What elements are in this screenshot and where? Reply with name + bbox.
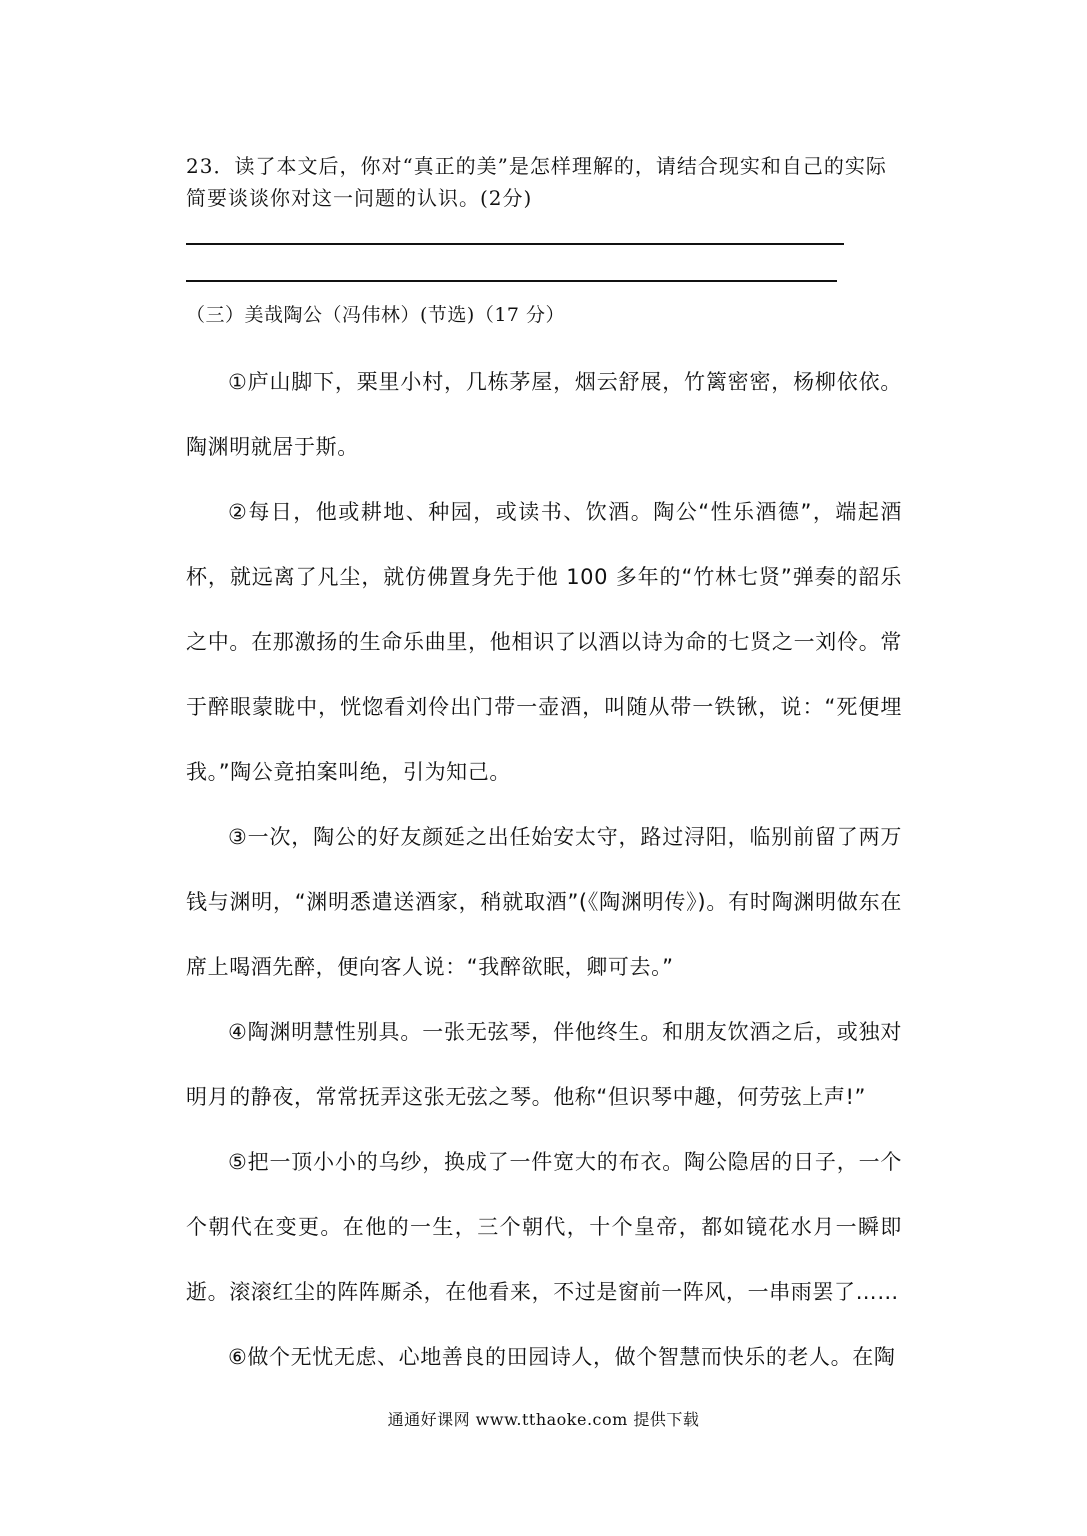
page-footer: 通通好课网 www.tthaoke.com 提供下载 — [387, 1410, 700, 1429]
article-body — [186, 350, 902, 1390]
section-title: （三）美哉陶公（冯伟林）(节选)（17 分） — [186, 304, 566, 326]
paragraph-4: ④陶渊明慧性别具。一张无弦琴，伴他终生。和朋友饮酒之后，或独对明月的静夜，常常抚弄这张无弦之琴。他称“但识琴中趣，何劳弦上声!” — [186, 1020, 902, 1109]
paragraph-2: ②每日，他或耕地、种园，或读书、饮酒。陶公“性乐酒德”，端起酒杯，就远离了凡尘，就仿佛置身先于他 100 多年的“竹林七贤”弹奏的韶乐之中。在那激扬的生命乐曲里，他相识了以酒以诗为命的七贤之一刘伶。常于醉眼蒙眬中，恍惚看刘伶出门带一壶酒，叫随从带一铁锹，说：“死便埋我。”陶公竟拍案叫绝，引为知己。 — [186, 500, 902, 784]
answer-line-1 — [186, 243, 844, 245]
answer-line-2 — [186, 280, 837, 282]
paragraph-6: ⑥做个无忧无虑、心地善良的田园诗人，做个智慧而快乐的老人。在陶 — [228, 1345, 896, 1369]
paragraph-1: ①庐山脚下，栗里小村，几栋茅屋，烟云舒展，竹篱密密，杨柳依依。陶渊明就居于斯。 — [186, 370, 902, 459]
paragraph-5: ⑤把一顶小小的乌纱，换成了一件宽大的布衣。陶公隐居的日子，一个个朝代在变更。在他的一生，三个朝代，十个皇帝，都如镜花水月一瞬即逝。滚滚红尘的阵阵厮杀，在他看来，不过是窗前一阵风，一串雨罢了…… — [186, 1150, 902, 1304]
paragraph-3: ③一次，陶公的好友颜延之出任始安太守，路过浔阳，临别前留了两万钱与渊明，“渊明悉遣送酒家，稍就取酒”(《陶渊明传》)。有时陶渊明做东在席上喝酒先醉，便向客人说：“我醉欲眠，卿可去。” — [186, 825, 902, 979]
question-23: 23．读了本文后，你对“真正的美”是怎样理解的，请结合现实和自己的实际简要谈谈你对这一问题的认识。(2分) — [186, 154, 887, 210]
